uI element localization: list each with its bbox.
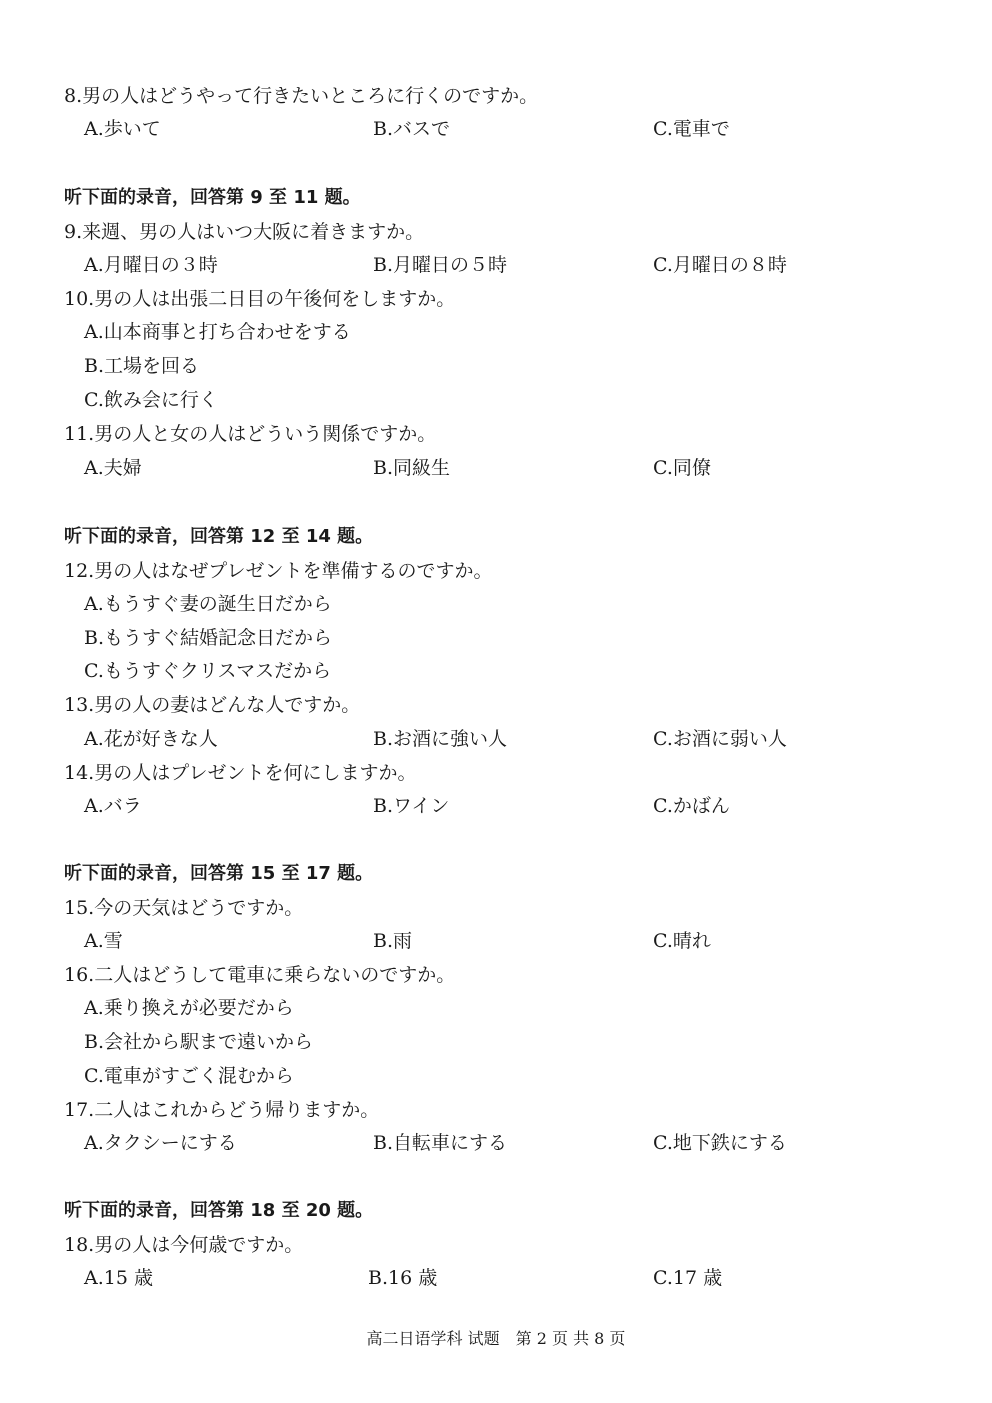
q10-option-b: B.工場を回る — [84, 355, 200, 377]
q8-option-b: B.バスで — [373, 118, 451, 140]
q8-option-c: C.電車で — [653, 118, 730, 140]
section-heading-12-14: 听下面的录音，回答第 12 至 14 题。 — [64, 526, 374, 547]
q17-option-c: C.地下鉄にする — [653, 1132, 787, 1154]
q17-option-a: A.タクシーにする — [84, 1132, 237, 1154]
question-18: 18.男の人は今何歳ですか。 — [64, 1234, 304, 1256]
question-17: 17.二人はこれからどう帰りますか。 — [64, 1099, 380, 1121]
question-9: 9.来週、男の人はいつ大阪に着きますか。 — [64, 221, 425, 243]
q9-option-c: C.月曜日の８時 — [653, 254, 787, 276]
section-heading-18-20: 听下面的录音，回答第 18 至 20 题。 — [64, 1200, 374, 1221]
q12-option-a: A.もうすぐ妻の誕生日だから — [84, 593, 332, 615]
question-13: 13.男の人の妻はどんな人ですか。 — [64, 694, 361, 716]
q18-option-b: B.16 歳 — [368, 1267, 438, 1289]
page-footer: 高二日语学科 试题 第 2 页 共 8 页 — [366, 1329, 626, 1348]
q10-option-a: A.山本商事と打ち合わせをする — [84, 321, 351, 343]
q9-option-a: A.月曜日の３時 — [84, 254, 218, 276]
section-heading-9-11: 听下面的录音，回答第 9 至 11 题。 — [64, 187, 361, 208]
q10-option-c: C.飲み会に行く — [84, 389, 218, 411]
q18-option-c: C.17 歳 — [653, 1267, 723, 1289]
q11-option-a: A.夫婦 — [84, 457, 142, 479]
question-12: 12.男の人はなぜプレゼントを準備するのですか。 — [64, 560, 493, 582]
q13-option-b: B.お酒に強い人 — [373, 728, 508, 750]
q18-option-a: A.15 歳 — [84, 1267, 153, 1289]
q13-option-c: C.お酒に弱い人 — [653, 728, 787, 750]
q12-option-c: C.もうすぐクリスマスだから — [84, 660, 332, 682]
q15-option-b: B.雨 — [373, 930, 413, 952]
q8-option-a: A.歩いて — [84, 118, 161, 140]
q16-option-b: B.会社から駅まで遠いから — [84, 1031, 314, 1053]
question-14: 14.男の人はプレゼントを何にしますか。 — [64, 762, 417, 784]
question-16: 16.二人はどうして電車に乗らないのですか。 — [64, 964, 456, 986]
q9-option-b: B.月曜日の５時 — [373, 254, 508, 276]
q14-option-a: A.バラ — [84, 795, 142, 817]
question-11: 11.男の人と女の人はどういう関係ですか。 — [64, 423, 437, 445]
q16-option-a: A.乗り換えが必要だから — [84, 997, 294, 1019]
q11-option-b: B.同級生 — [373, 457, 451, 479]
question-8: 8.男の人はどうやって行きたいところに行くのですか。 — [64, 85, 539, 107]
q17-option-b: B.自転車にする — [373, 1132, 508, 1154]
q11-option-c: C.同僚 — [653, 457, 711, 479]
section-heading-15-17: 听下面的录音，回答第 15 至 17 题。 — [64, 863, 374, 884]
question-10: 10.男の人は出張二日目の午後何をしますか。 — [64, 288, 456, 310]
q14-option-b: B.ワイン — [373, 795, 450, 817]
q15-option-c: C.晴れ — [653, 930, 711, 952]
q14-option-c: C.かばん — [653, 795, 730, 817]
question-15: 15.今の天気はどうですか。 — [64, 897, 304, 919]
q16-option-c: C.電車がすごく混むから — [84, 1065, 294, 1087]
q15-option-a: A.雪 — [84, 930, 123, 952]
q13-option-a: A.花が好きな人 — [84, 728, 218, 750]
q12-option-b: B.もうすぐ結婚記念日だから — [84, 627, 333, 649]
